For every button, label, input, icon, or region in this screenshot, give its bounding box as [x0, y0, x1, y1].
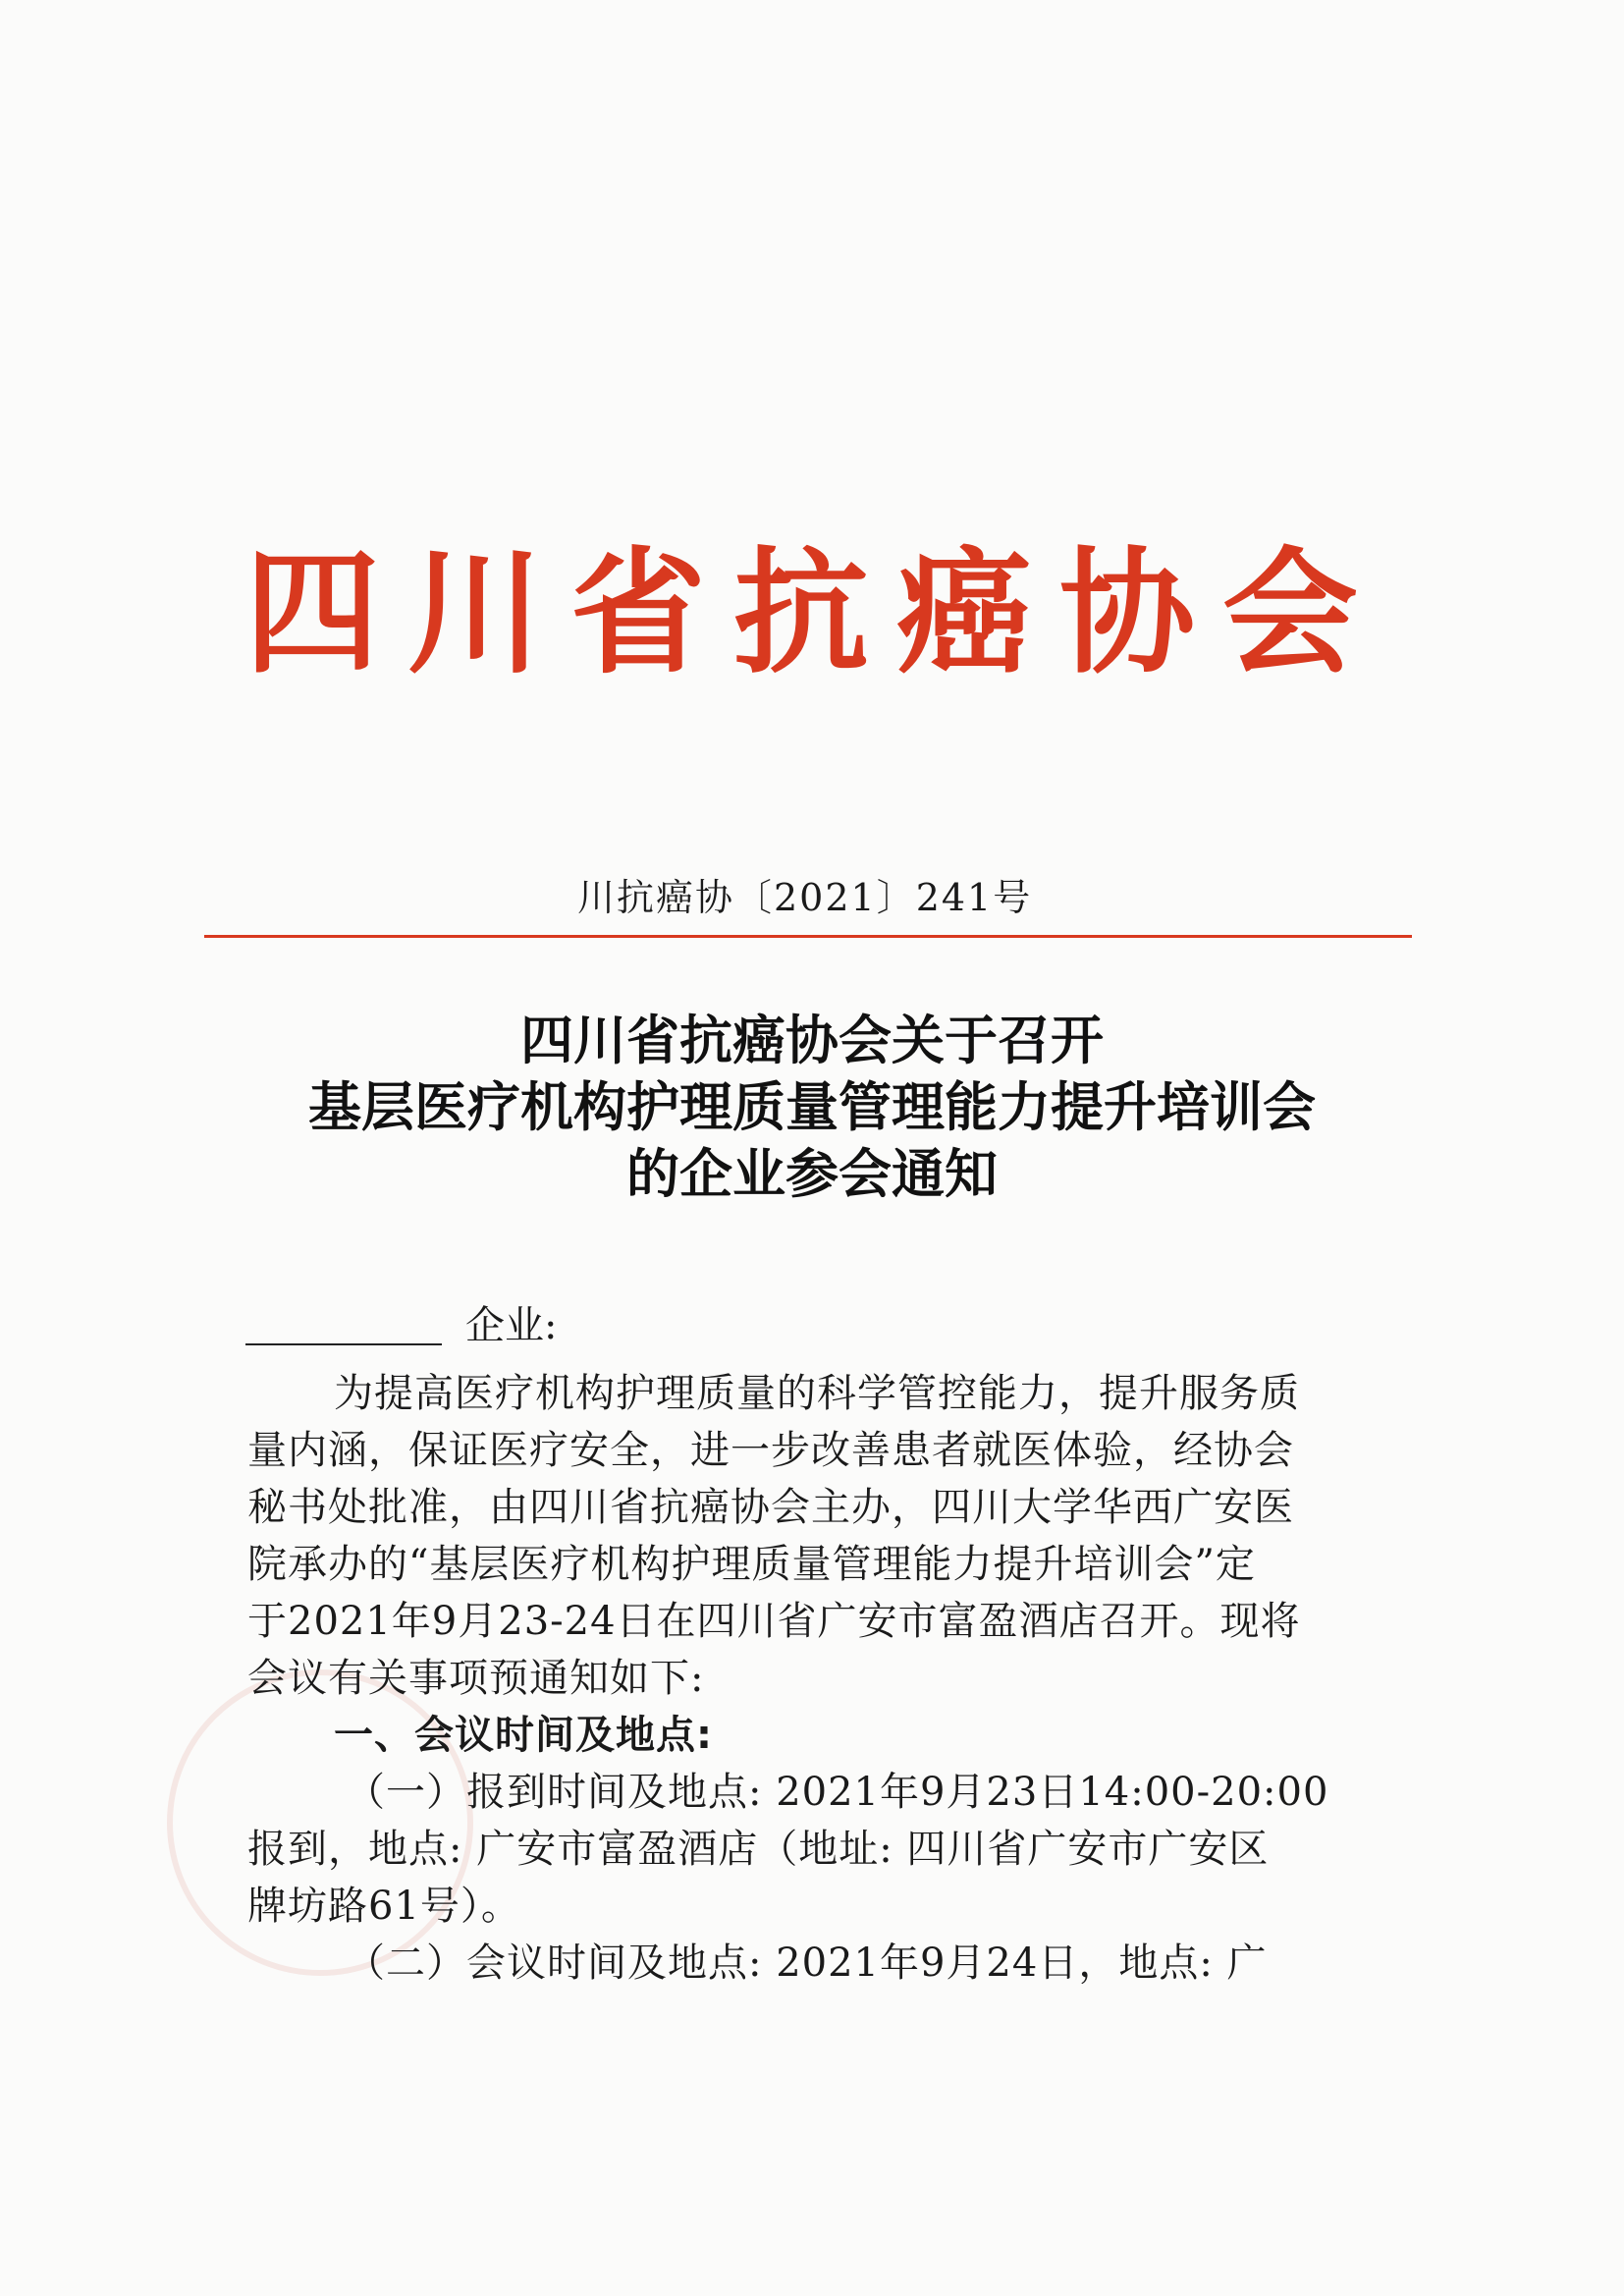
section-1-item-1-line-3: 牌坊路61号）。: [247, 1884, 521, 1929]
title-line-3: 的企业参会通知: [626, 1142, 998, 1205]
section-1-item-1-line-1: （一）报到时间及地点: 2021年9月23日14:00-20:00: [346, 1770, 1329, 1815]
red-divider-line: [204, 935, 1412, 938]
body-line-1: 为提高医疗机构护理质量的科学管控能力，提升服务质: [334, 1371, 1300, 1416]
body-line-4: 院承办的“基层医疗机构护理质量管理能力提升培训会”定: [247, 1542, 1256, 1587]
body-line-6: 会议有关事项预通知如下:: [247, 1656, 705, 1701]
document-number: 川抗癌协〔2021〕241号: [577, 876, 1033, 919]
body-line-5: 于2021年9月23-24日在四川省广安市富盈酒店召开。现将: [247, 1599, 1301, 1644]
title-line-1: 四川省抗癌协会关于召开: [520, 1009, 1104, 1071]
salutation-suffix: 企业:: [465, 1303, 558, 1348]
body-line-2: 量内涵，保证医疗安全，进一步改善患者就医体验，经协会: [247, 1428, 1294, 1473]
recipient-blank: [245, 1308, 442, 1345]
body-line-3: 秘书处批准，由四川省抗癌协会主办，四川大学华西广安医: [247, 1485, 1294, 1530]
section-1-item-2-line-1: （二）会议时间及地点: 2021年9月24日，地点: 广: [346, 1941, 1268, 1986]
organization-header: 四川省抗癌协会: [244, 532, 1385, 692]
section-1-heading: 一、会议时间及地点:: [334, 1713, 713, 1758]
body-text: [247, 1365, 1396, 1992]
section-1-item-1-line-2: 报到，地点: 广安市富盈酒店（地址: 四川省广安市广安区: [247, 1827, 1270, 1872]
title-line-2: 基层医疗机构护理质量管理能力提升培训会: [308, 1075, 1316, 1138]
salutation: [245, 1303, 558, 1348]
notice-title: [196, 1007, 1428, 1207]
